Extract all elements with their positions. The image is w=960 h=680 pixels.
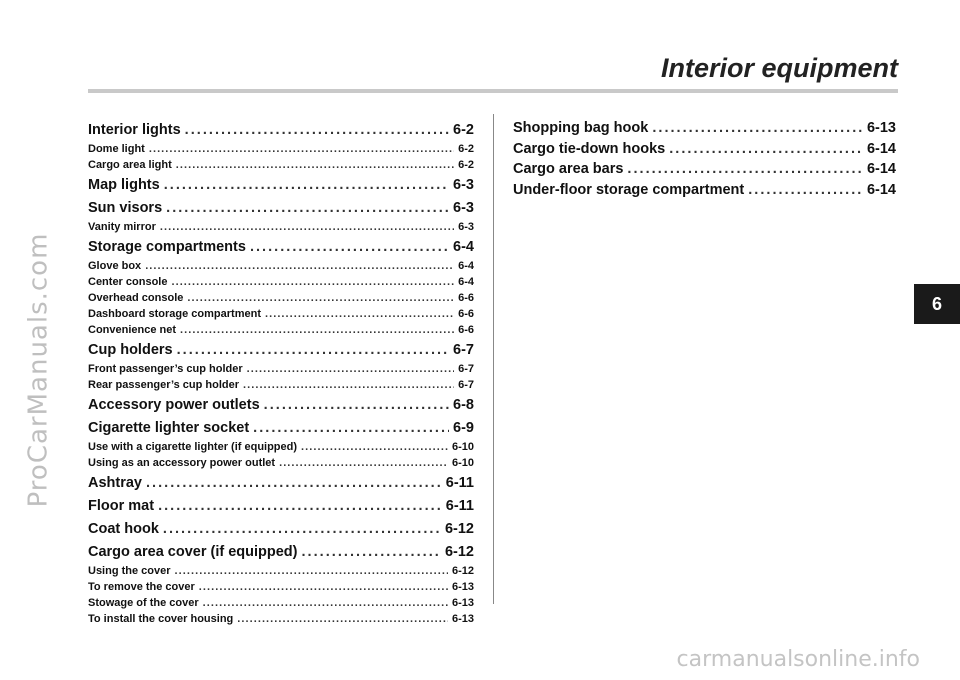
toc-entry-page: 6-9 <box>453 420 474 436</box>
toc-leader-dots <box>748 180 863 201</box>
toc-right-column <box>513 118 896 200</box>
chapter-tab[interactable]: 6 <box>914 284 960 324</box>
toc-entry[interactable] <box>513 180 896 201</box>
toc-entry[interactable] <box>88 611 474 627</box>
header-rule <box>88 89 898 93</box>
toc-entry-page: 6-6 <box>458 292 474 304</box>
toc-entry[interactable] <box>88 120 474 141</box>
toc-entry[interactable] <box>88 157 474 173</box>
toc-entry-label: Map lights <box>88 177 160 193</box>
toc-leader-dots <box>301 439 448 455</box>
toc-leader-dots <box>250 237 449 258</box>
toc-entry-page: 6-14 <box>866 181 896 198</box>
toc-entry-label: Stowage of the cover <box>88 597 199 609</box>
toc-entry-page: 6-2 <box>458 143 474 155</box>
toc-entry-label: Ashtray <box>88 475 142 491</box>
toc-leader-dots <box>145 258 454 274</box>
side-watermark-text: ProCarManuals.com <box>23 232 53 508</box>
toc-leader-dots <box>176 157 454 173</box>
toc-entry-label: To install the cover housing <box>88 613 234 625</box>
toc-entry-label: Coat hook <box>88 521 159 537</box>
toc-entry-label: Cargo area bars <box>513 161 624 177</box>
toc-entry[interactable] <box>88 361 474 377</box>
toc-entry[interactable] <box>88 418 474 439</box>
toc-leader-dots <box>163 519 441 540</box>
toc-entry-page: 6-4 <box>458 260 474 272</box>
toc-leader-dots <box>166 198 449 219</box>
toc-entry-label: Cargo area cover (if equipped) <box>88 544 298 560</box>
toc-entry-page: 6-3 <box>453 177 474 193</box>
toc-leader-dots <box>652 118 863 139</box>
toc-entry[interactable] <box>88 439 474 455</box>
toc-leader-dots <box>203 595 448 611</box>
toc-entry-page: 6-6 <box>458 324 474 336</box>
toc-entry-label: Cargo area light <box>88 159 172 171</box>
toc-entry[interactable] <box>88 219 474 235</box>
toc-leader-dots <box>279 455 448 471</box>
toc-entry[interactable] <box>88 519 474 540</box>
toc-entry[interactable] <box>88 473 474 494</box>
toc-leader-dots <box>164 175 449 196</box>
toc-entry-label: Storage compartments <box>88 239 246 255</box>
toc-entry[interactable] <box>88 141 474 157</box>
toc-entry-label: Rear passenger’s cup holder <box>88 379 239 391</box>
toc-entry-label: Under-floor storage compartment <box>513 181 745 198</box>
toc-entry-page: 6-10 <box>451 441 474 453</box>
toc-leader-dots <box>160 219 454 235</box>
toc-entry-page: 6-13 <box>451 597 474 609</box>
toc-entry-page: 6-14 <box>866 161 896 177</box>
toc-entry-label: Sun visors <box>88 200 163 216</box>
toc-entry-page: 6-4 <box>453 239 474 255</box>
toc-entry-label: Center console <box>88 276 168 288</box>
toc-entry-page: 6-10 <box>451 457 474 469</box>
toc-entry-label: Front passenger’s cup holder <box>88 363 243 375</box>
toc-entry[interactable] <box>88 290 474 306</box>
toc-entry[interactable] <box>88 237 474 258</box>
toc-entry-page: 6-13 <box>451 613 474 625</box>
toc-entry-label: Use with a cigarette lighter (if equipped) <box>88 441 298 453</box>
toc-entry[interactable] <box>88 395 474 416</box>
toc-leader-dots <box>669 139 863 160</box>
toc-entry-page: 6-7 <box>458 379 474 391</box>
toc-entry-page: 6-2 <box>458 159 474 171</box>
toc-leader-dots <box>177 340 449 361</box>
toc-leader-dots <box>302 542 441 563</box>
toc-entry-label: To remove the cover <box>88 581 195 593</box>
toc-leader-dots <box>171 274 454 290</box>
toc-leader-dots <box>199 579 448 595</box>
toc-entry[interactable] <box>88 455 474 471</box>
toc-entry-label: Cigarette lighter socket <box>88 420 250 436</box>
column-divider <box>493 114 494 604</box>
toc-entry-page: 6-7 <box>458 363 474 375</box>
side-watermark <box>18 60 58 680</box>
toc-leader-dots <box>247 361 454 377</box>
toc-entry-page: 6-3 <box>458 221 474 233</box>
toc-entry[interactable] <box>513 118 896 139</box>
toc-entry[interactable] <box>88 542 474 563</box>
toc-entry[interactable] <box>88 496 474 517</box>
toc-entry-page: 6-4 <box>458 276 474 288</box>
toc-leader-dots <box>264 395 449 416</box>
toc-entry[interactable] <box>88 306 474 322</box>
toc-leader-dots <box>243 377 454 393</box>
toc-leader-dots <box>185 120 449 141</box>
toc-entry-label: Dome light <box>88 143 145 155</box>
toc-leader-dots <box>175 563 448 579</box>
toc-entry[interactable] <box>88 579 474 595</box>
toc-entry[interactable] <box>88 563 474 579</box>
toc-entry-page: 6-6 <box>458 308 474 320</box>
toc-entry-page: 6-12 <box>444 521 474 537</box>
toc-entry[interactable] <box>88 340 474 361</box>
toc-entry-label: Overhead console <box>88 292 184 304</box>
toc-entry-page: 6-14 <box>866 140 896 157</box>
toc-leader-dots <box>180 322 454 338</box>
toc-entry-label: Convenience net <box>88 324 177 336</box>
toc-entry[interactable] <box>88 274 474 290</box>
toc-entry-label: Accessory power outlets <box>88 397 260 413</box>
page-title: Interior equipment <box>660 53 898 83</box>
toc-entry[interactable] <box>88 198 474 219</box>
toc-entry[interactable] <box>513 159 896 180</box>
footer-watermark: carmanualsonline.info <box>676 647 920 672</box>
toc-leader-dots <box>627 159 863 180</box>
toc-entry-page: 6-8 <box>453 397 474 413</box>
toc-entry-page: 6-13 <box>866 120 896 136</box>
toc-entry[interactable] <box>88 322 474 338</box>
toc-entry[interactable] <box>88 258 474 274</box>
toc-leader-dots <box>237 611 448 627</box>
toc-entry-label: Cup holders <box>88 342 173 358</box>
toc-entry-label: Using as an accessory power outlet <box>88 457 276 469</box>
toc-entry-page: 6-7 <box>453 342 474 358</box>
toc-entry-label: Shopping bag hook <box>513 120 649 136</box>
toc-entry-page: 6-2 <box>453 122 474 138</box>
toc-entry-page: 6-12 <box>451 565 474 577</box>
toc-leader-dots <box>146 473 442 494</box>
toc-entry-page: 6-11 <box>445 498 474 514</box>
toc-entry-label: Using the cover <box>88 565 171 577</box>
toc-leader-dots <box>158 496 442 517</box>
toc-entry-page: 6-3 <box>453 200 474 216</box>
toc-entry[interactable] <box>88 595 474 611</box>
toc-left-column <box>88 118 474 627</box>
toc-entry-label: Interior lights <box>88 122 181 138</box>
toc-entry-page: 6-13 <box>451 581 474 593</box>
toc-leader-dots <box>265 306 454 322</box>
toc-entry-label: Cargo tie-down hooks <box>513 140 666 157</box>
toc-leader-dots <box>149 141 454 157</box>
toc-entry-label: Glove box <box>88 260 142 272</box>
toc-entry-label: Floor mat <box>88 498 155 514</box>
toc-entry-label: Dashboard storage compartment <box>88 308 261 320</box>
toc-entry[interactable] <box>88 377 474 393</box>
toc-entry[interactable] <box>88 175 474 196</box>
toc-entry-page: 6-12 <box>444 544 474 560</box>
toc-entry-page: 6-11 <box>445 475 474 491</box>
toc-entry[interactable] <box>513 139 896 160</box>
toc-leader-dots <box>253 418 449 439</box>
toc-leader-dots <box>187 290 454 306</box>
toc-entry-label: Vanity mirror <box>88 221 156 233</box>
